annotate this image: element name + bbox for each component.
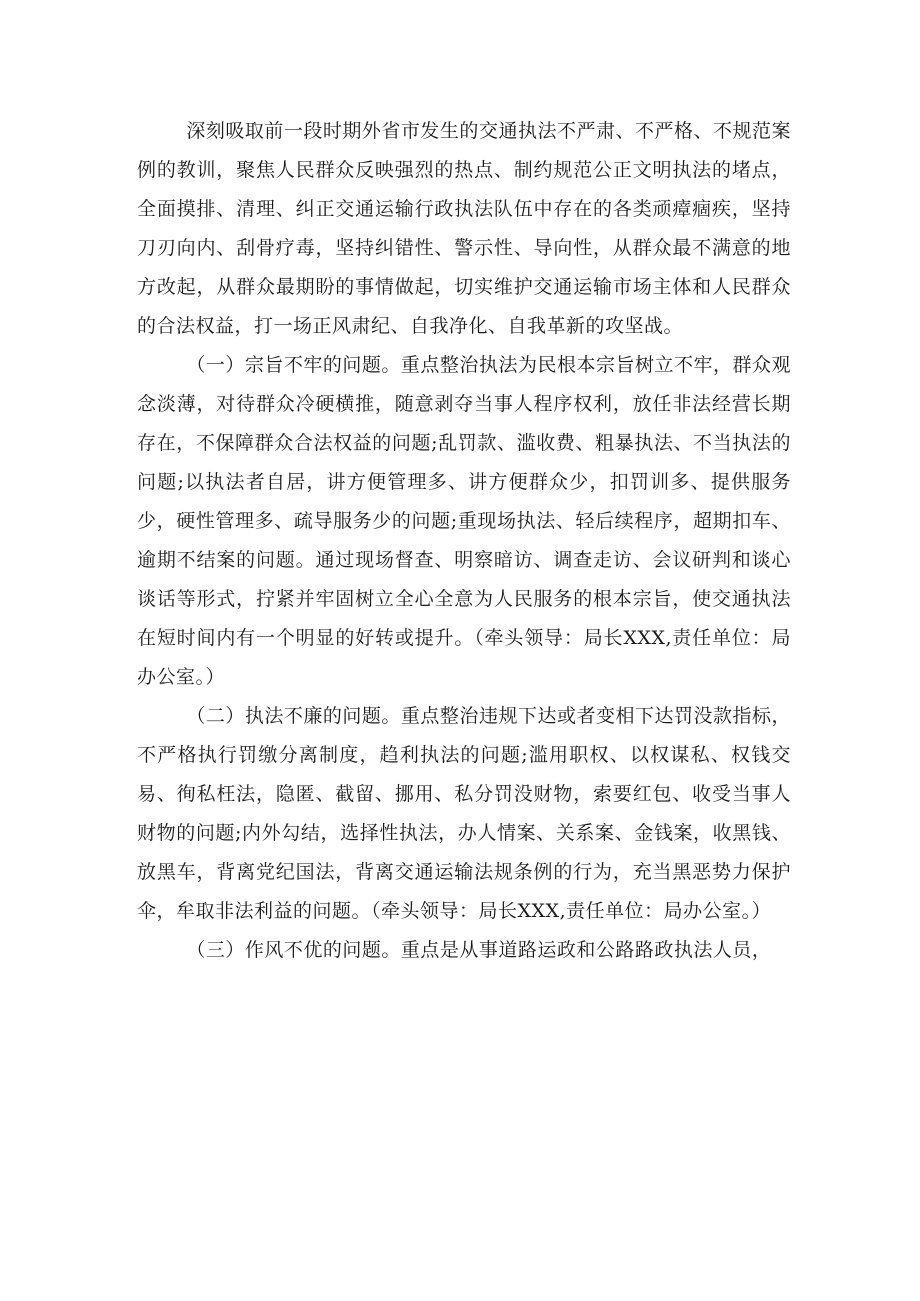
document-body <box>137 112 791 970</box>
paragraph-section-1: （一）宗旨不牢的问题。重点整治执法为民根本宗旨树立不牢，群众观念淡薄，对待群众冷硬横推，随意剥夺当事人程序权利，放任非法经营长期存在，不保障群众合法权益的问题;乱罚款、滥收费、粗暴执法、不当执法的问题;以执法者自居，讲方便管理多、讲方便群众少，扣罚训多、提供服务少，硬性管理多、疏导服务少的问题;重现场执法、轻后续程序，超期扣车、逾期不结案的问题。通过现场督查、明察暗访、调查走访、会议研判和谈心谈话等形式，拧紧并牢固树立全心全意为人民服务的根本宗旨，使交通执法在短时间内有一个明显的好转或提升。（牵头领导：局长XXX,责任单位：局办公室。） <box>137 354 791 688</box>
paragraph-section-2: （二）执法不廉的问题。重点整治违规下达或者变相下达罚没款指标，不严格执行罚缴分离制度，趋利执法的问题;滥用职权、以权谋私、权钱交易、徇私枉法，隐匿、截留、挪用、私分罚没财物，索要红包、收受当事人财物的问题;内外勾结，选择性执法，办人情案、关系案、金钱案，收黑钱、放黑车，背离党纪国法，背离交通运输法规条例的行为，充当黑恶势力保护伞，牟取非法利益的问题。（牵头领导：局长XXX,责任单位：局办公室。） <box>137 705 791 922</box>
paragraph-section-3: （三）作风不优的问题。重点是从事道路运政和公路路政执法人员， <box>186 939 772 961</box>
paragraph-intro: 深刻吸取前一段时期外省市发生的交通执法不严肃、不严格、不规范案例的教训，聚焦人民群众反映强烈的热点、制约规范公正文明执法的堵点，全面摸排、清理、纠正交通运输行政执法队伍中存在的各类顽瘴痼疾，坚持刀刃向内、刮骨疗毒，坚持纠错性、警示性、导向性，从群众最不满意的地方改起，从群众最期盼的事情做起，切实维护交通运输市场主体和人民群众的合法权益，打一场正风肃纪、自我净化、自我革新的攻坚战。 <box>137 120 791 337</box>
